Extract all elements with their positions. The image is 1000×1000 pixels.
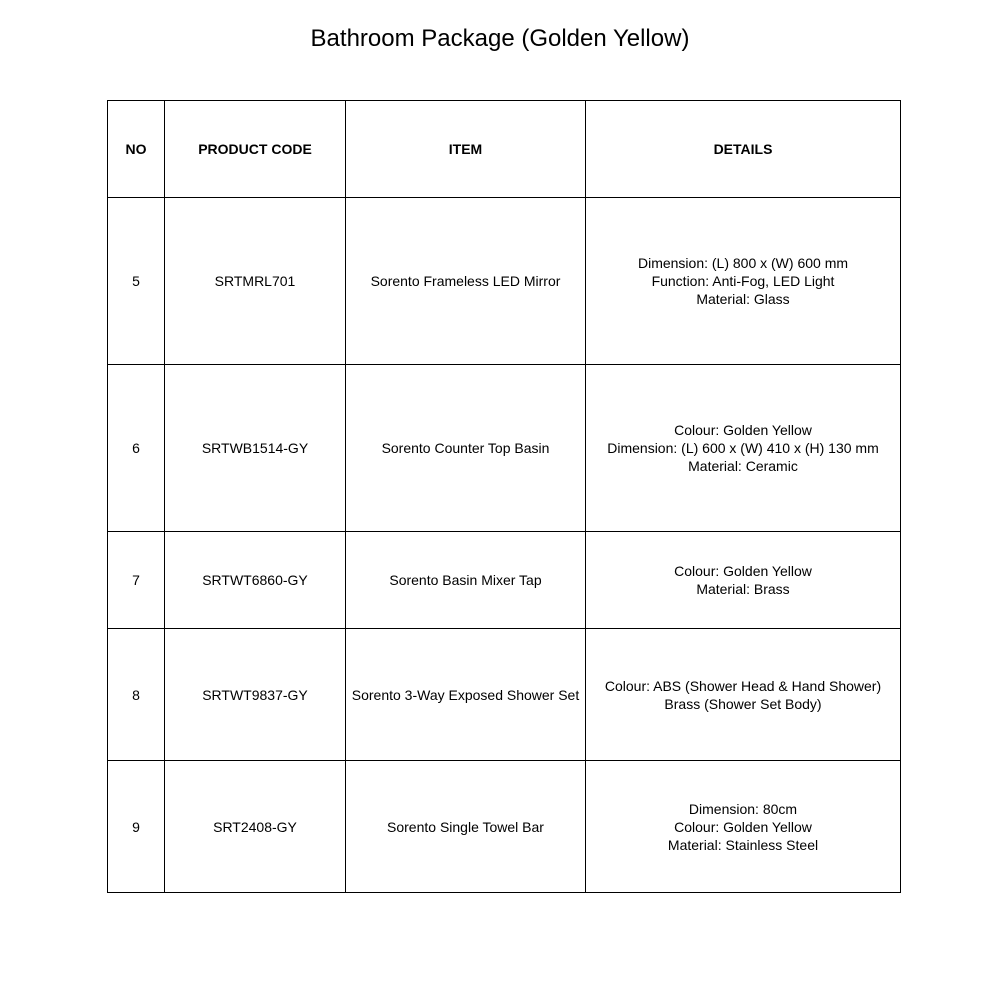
detail-line: Colour: ABS (Shower Head & Hand Shower) xyxy=(604,677,882,694)
cell-item: Sorento 3-Way Exposed Shower Set xyxy=(346,629,586,761)
detail-line: Colour: Golden Yellow xyxy=(674,422,812,438)
table-row xyxy=(108,198,901,365)
header-details: DETAILS xyxy=(586,101,901,198)
page-title: Bathroom Package (Golden Yellow) xyxy=(310,25,690,52)
cell-details xyxy=(586,365,901,532)
cell-product-code: SRTWB1514-GY xyxy=(165,365,346,532)
header-item: ITEM xyxy=(346,101,586,198)
cell-no: 6 xyxy=(108,365,165,532)
cell-no: 5 xyxy=(108,198,165,365)
table-row xyxy=(108,365,901,532)
detail-line: Colour: Golden Yellow xyxy=(674,563,812,579)
cell-item: Sorento Counter Top Basin xyxy=(346,365,586,532)
table-row xyxy=(108,629,901,761)
header-product-code: PRODUCT CODE xyxy=(165,101,346,198)
cell-item: Sorento Single Towel Bar xyxy=(346,761,586,893)
detail-line: Material: Stainless Steel xyxy=(667,836,819,853)
cell-product-code: SRTMRL701 xyxy=(165,198,346,365)
detail-line: Colour: Golden Yellow xyxy=(674,818,812,835)
cell-no: 9 xyxy=(108,761,165,893)
cell-product-code: SRT2408-GY xyxy=(165,761,346,893)
table-body xyxy=(108,198,901,893)
cell-item: Sorento Frameless LED Mirror xyxy=(346,198,586,365)
detail-line: Dimension: 80cm xyxy=(688,800,798,817)
cell-details xyxy=(586,198,901,365)
cell-item: Sorento Basin Mixer Tap xyxy=(346,532,586,629)
cell-product-code: SRTWT6860-GY xyxy=(165,532,346,629)
header-no: NO xyxy=(108,101,165,198)
cell-details xyxy=(586,629,901,761)
detail-line: Dimension: (L) 600 x (W) 410 x (H) 130 mm xyxy=(607,440,879,456)
cell-product-code: SRTWT9837-GY xyxy=(165,629,346,761)
detail-line: Material: Ceramic xyxy=(688,458,798,474)
cell-no: 8 xyxy=(108,629,165,761)
detail-line: Material: Brass xyxy=(696,581,790,597)
table-row xyxy=(108,761,901,893)
cell-no: 7 xyxy=(108,532,165,629)
detail-line: Brass (Shower Set Body) xyxy=(664,695,822,712)
table-header xyxy=(108,101,901,198)
detail-line: Dimension: (L) 800 x (W) 600 mm xyxy=(637,255,849,271)
detail-line: Function: Anti-Fog, LED Light xyxy=(651,273,835,289)
table-row xyxy=(108,532,901,629)
cell-details xyxy=(586,532,901,629)
header-row xyxy=(108,101,901,198)
product-table xyxy=(107,100,901,893)
cell-details xyxy=(586,761,901,893)
detail-line: Material: Glass xyxy=(696,291,790,307)
